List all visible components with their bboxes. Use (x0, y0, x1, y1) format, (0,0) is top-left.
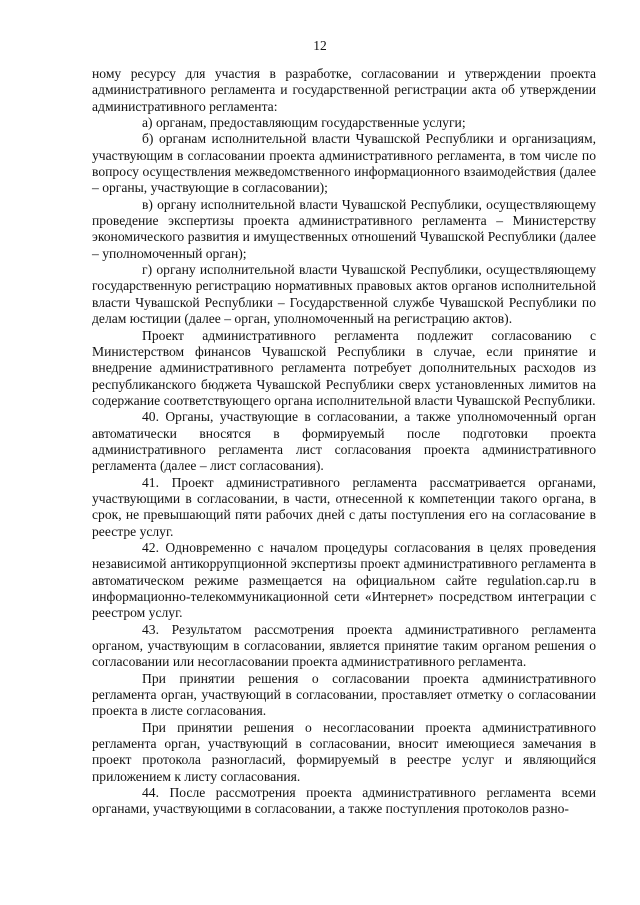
paragraph-41: 41. Проект административного регламента рассматривается органами, участвующими в согласовании, в части, отнесенной к компетенции такого органа, в срок, не превышающий пяти рабочих дней с даты поступления его на согласование в реестре услуг. (92, 474, 596, 539)
paragraph-continuation: ному ресурсу для участия в разработке, согласовании и утверждении проекта административного регламента и государственной регистрации акта об утверждении административного регламента: (92, 66, 596, 114)
paragraph-44: 44. После рассмотрения проекта административного регламента всеми органами, участвующими в согласовании, а также поступления протоколов разно- (92, 785, 596, 817)
paragraph-item-b: б) органам исполнительной власти Чувашской Республики и организациям, участвующим в согласовании проекта административного регламента, в том числе по вопросу осуществления межведомственного информационного взаимодействия (далее – органы, участвующие в согласовании); (92, 131, 596, 196)
paragraph-item-v: в) органу исполнительной власти Чувашской Республики, осуществляющему проведение экспертизы проекта административного регламента – Министерству экономического развития и имущественных отношений Чувашской Республики (далее – уполномоченный орган); (92, 196, 596, 261)
document-body (92, 66, 596, 818)
paragraph-item-g: г) органу исполнительной власти Чувашской Республики, осуществляющему государственную регистрацию нормативных правовых актов органов исполнительной власти Чувашской Республики – Государственной службе Чувашской Республики по делам юстиции (далее – орган, уполномоченный на регистрацию актов). (92, 262, 596, 327)
paragraph-disapproval-decision: При принятии решения о несогласовании проекта административного регламента орган, участвующий в согласовании, вносит имеющиеся замечания в проект протокола разногласий, формируемый в реестре услуг и являющийся приложением к листу согласования. (92, 719, 596, 784)
paragraph-43: 43. Результатом рассмотрения проекта административного регламента органом, участвующим в согласовании, является принятие таким органом решения о согласовании или несогласовании проекта административного регламента. (92, 621, 596, 670)
paragraph-approval-decision: При принятии решения о согласовании проекта административного регламента орган, участвующий в согласовании, проставляет отметку о согласовании проекта в листе согласования. (92, 670, 596, 719)
paragraph-40: 40. Органы, участвующие в согласовании, а также уполномоченный орган автоматически вносятся в формируемый после подготовки проекта административного регламента лист согласования проекта административного регламента (далее – лист согласования). (92, 409, 596, 474)
paragraph-finance-approval: Проект административного регламента подлежит согласованию с Министерством финансов Чувашской Республики в случае, если принятие и внедрение административного регламента потребует дополнительных расходов из республиканского бюджета Чувашской Республики сверх установленных лимитов на содержание соответствующего органа исполнительной власти Чувашской Республики. (92, 327, 596, 408)
paragraph-item-a: а) органам, предоставляющим государственные услуги; (142, 115, 466, 131)
paragraph-42: 42. Одновременно с началом процедуры согласования в целях проведения независимой антикоррупционной экспертизы проект административного регламента в автоматическом режиме размещается на официальном сайте regulation.cap.ru в информационно-телекоммуникационной сети «Интернет» посредством интеграции с реестром услуг. (92, 539, 596, 621)
page-number: 12 (313, 38, 327, 53)
